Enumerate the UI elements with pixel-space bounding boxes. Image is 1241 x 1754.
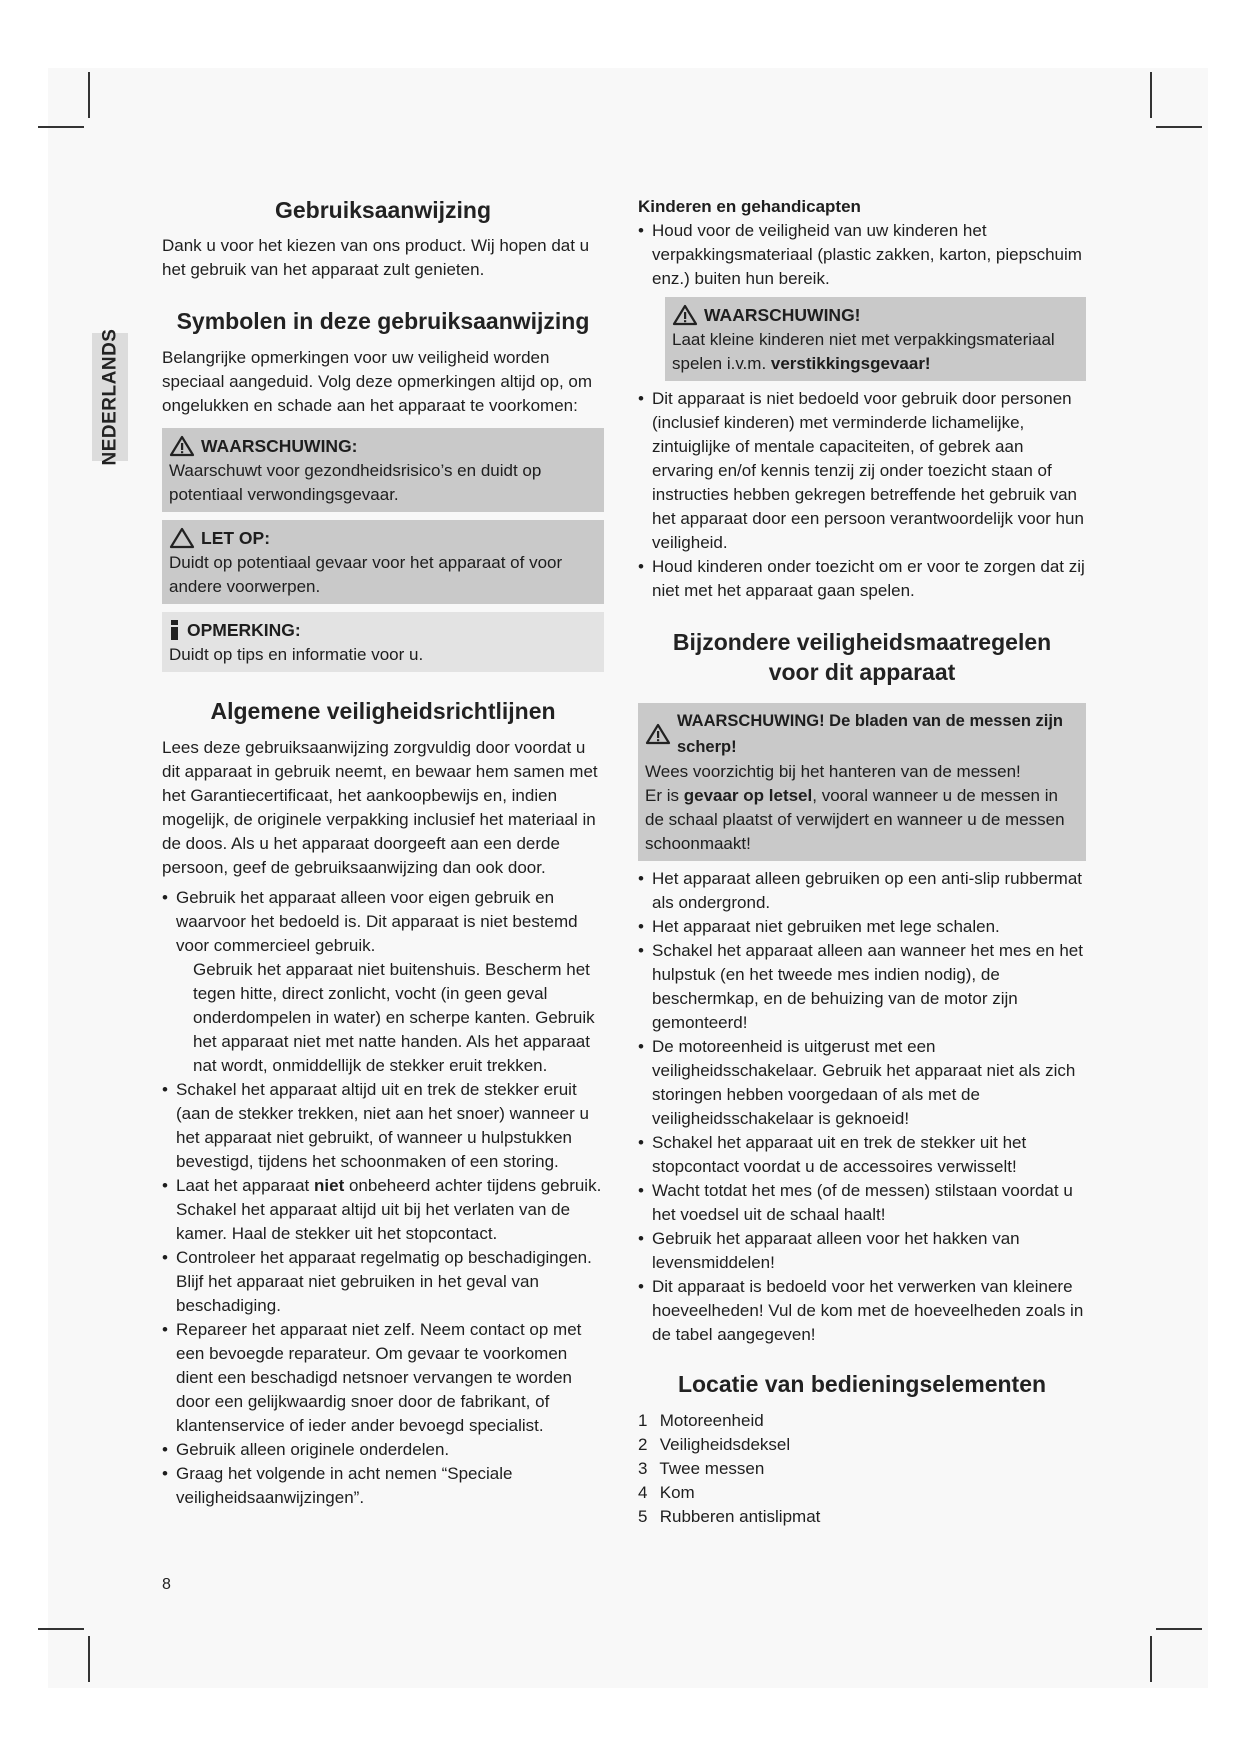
list-item — [638, 1275, 1086, 1347]
part-number: 5 — [638, 1507, 648, 1526]
child-warning-box — [665, 297, 1086, 381]
children-list-2 — [638, 387, 1086, 603]
blade-warning-box — [638, 703, 1086, 861]
location-heading: Locatie van bedieningselementen — [677, 1371, 1047, 1397]
list-item-text: Laat het apparaat — [176, 1176, 315, 1195]
crop-mark — [88, 1636, 90, 1682]
list-item — [638, 939, 1086, 1035]
crop-mark — [1156, 126, 1202, 128]
part-item — [638, 1409, 1086, 1433]
crop-mark — [1156, 1628, 1202, 1630]
list-item-text: Schakel het apparaat alleen aan wanneer het mes en het hulpstuk (en het tweede mes indien nodig), de beschermkap, en de behuizing van de motor zijn gemonteerd! — [652, 941, 1083, 1032]
warning-title: WAARSCHUWING: — [201, 436, 358, 456]
list-item — [638, 867, 1086, 915]
part-label: Twee messen — [659, 1459, 765, 1478]
part-label: Motoreenheid — [659, 1411, 764, 1430]
special-safety-list — [638, 867, 1086, 1347]
crop-mark — [88, 72, 90, 118]
warning-text: Waarschuwt voor gezondheidsrisico’s en duidt op potentiaal verwondingsgevaar. — [169, 461, 542, 504]
list-item — [638, 915, 1086, 939]
list-item-text: Schakel het apparaat altijd uit en trek de stekker eruit (aan de stekker trekken, niet aan het snoer) wanneer u het apparaat niet gebruikt, of wanneer u hulpstukken bevestigd, tijdens het schoonmaken of een storing. — [176, 1080, 589, 1171]
child-warning-emphasis: verstikkingsgevaar! — [770, 354, 931, 373]
caution-text: Duidt op potentiaal gevaar voor het apparaat of voor andere voorwerpen. — [169, 553, 563, 596]
caution-triangle-icon — [169, 527, 195, 549]
general-safety-list — [162, 886, 604, 1510]
list-item — [162, 1246, 604, 1318]
warning-triangle-icon — [169, 435, 195, 457]
list-item-text: Gebruik het apparaat niet buitenshuis. Bescherm het tegen hitte, direct zonlicht, vocht (in geen geval onderdompelen in water) en scherpe kanten. Gebruik het apparaat niet met natte handen. Als het apparaat nat wordt, onmiddellijk de stekker eruit trekken. — [193, 960, 595, 1075]
list-item-text: Graag het volgende in acht nemen “Speciale veiligheidsaanwijzingen”. — [176, 1464, 513, 1507]
part-label: Kom — [659, 1483, 695, 1502]
crop-mark — [38, 126, 84, 128]
list-item-text: Houd kinderen onder toezicht om er voor te zorgen dat zij niet met het apparaat gaan spelen. — [652, 557, 1085, 600]
info-icon — [169, 619, 181, 641]
blade-warning-post: , vooral wanneer u de messen in de schaal plaatst of verwijdert en wanneer u de messen schoonmaakt! — [645, 786, 1065, 853]
list-item — [638, 1035, 1086, 1131]
list-item-text: Dit apparaat is bedoeld voor het verwerken van kleinere hoeveelheden! Vul de kom met de hoeveelheden zoals in de tabel aangegeven! — [652, 1277, 1084, 1344]
list-item — [638, 219, 1086, 291]
blade-warning-line1: Wees voorzichtig bij het hanteren van de messen! — [645, 762, 1021, 781]
general-intro: Lees deze gebruiksaanwijzing zorgvuldig door voordat u dit apparaat in gebruik neemt, en bewaar hem samen met het Garantiecertificaat, het aankoopbewijs en, indien mogelijk, de originele verpakking inclusief het materiaal in de doos. Als u het apparaat doorgeeft aan een derde persoon, geef de gebruiksaanwijzing dan ook door. — [162, 738, 598, 877]
special-safety-heading-line1: Bijzondere veiligheidsmaatregelen — [672, 629, 1052, 655]
note-text: Duidt op tips en informatie voor u. — [169, 645, 424, 664]
list-item-text: Gebruik het apparaat alleen voor eigen gebruik en waarvoor het bedoeld is. Dit apparaat is niet bestemd voor commercieel gebruik. — [176, 888, 578, 955]
list-item — [162, 1438, 604, 1462]
list-item — [162, 1174, 604, 1246]
symbols-heading: Symbolen in deze gebruiksaanwijzing — [176, 308, 590, 334]
caution-title: LET OP: — [201, 528, 271, 548]
list-item — [162, 1462, 604, 1510]
part-label: Veiligheidsdeksel — [659, 1435, 791, 1454]
list-item-text: Wacht totdat het mes (of de messen) stilstaan voordat u het voedsel uit de schaal haalt! — [652, 1181, 1073, 1224]
list-item — [638, 555, 1086, 603]
blade-warning-line2 — [645, 784, 1079, 856]
language-tab-label: NEDERLANDS — [99, 328, 121, 466]
warning-triangle-icon — [645, 723, 671, 745]
part-item — [638, 1481, 1086, 1505]
part-number: 4 — [638, 1483, 648, 1502]
list-item-emphasis: niet — [314, 1176, 345, 1195]
list-item-text: Repareer het apparaat niet zelf. Neem contact op met een bevoegde reparateur. Om gevaar te voorkomen dient een beschadigd netsnoer vervangen te worden door een gelijkwaardig snoer door de fabrikant, of klantenservice of ieder ander bevoegd specialist. — [176, 1320, 582, 1435]
crop-mark — [1150, 72, 1152, 118]
parts-list — [638, 1409, 1086, 1529]
page-number: 8 — [162, 1576, 171, 1593]
list-item-text: De motoreenheid is uitgerust met een veiligheidsschakelaar. Gebruik het apparaat niet als zich storingen hebben voorgedaan of als met de veiligheidsschakelaar is geknoeid! — [652, 1037, 1076, 1128]
intro-paragraph: Dank u voor het kiezen van ons product. Wij hopen dat u het gebruik van het apparaat zult genieten. — [162, 236, 590, 279]
caution-box — [162, 520, 604, 604]
children-list-1 — [638, 219, 1086, 291]
list-item-text: Houd voor de veiligheid van uw kinderen het verpakkingsmateriaal (plastic zakken, karton, piepschuim enz.) buiten hun bereik. — [652, 221, 1082, 288]
blade-warning-pre: Er is — [645, 786, 684, 805]
blade-warning-title: WAARSCHUWING! De bladen van de messen zijn scherp! — [677, 712, 1063, 756]
crop-mark — [1150, 1636, 1152, 1682]
warning-triangle-icon — [672, 304, 698, 326]
list-item — [638, 387, 1086, 555]
list-item — [638, 1227, 1086, 1275]
special-safety-heading-line2: voor dit apparaat — [768, 659, 956, 685]
children-heading: Kinderen en gehandicapten — [638, 197, 861, 216]
child-warning-title: WAARSCHUWING! — [704, 305, 861, 325]
list-item — [162, 1318, 604, 1438]
part-number: 2 — [638, 1435, 648, 1454]
right-column — [638, 195, 1086, 1529]
list-item-text: Schakel het apparaat uit en trek de stekker uit het stopcontact voordat u de accessoires verwisselt! — [652, 1133, 1027, 1176]
list-item — [162, 886, 604, 1078]
part-item — [638, 1433, 1086, 1457]
crop-mark — [38, 1628, 84, 1630]
child-warning-text — [672, 328, 1079, 376]
list-item — [638, 1131, 1086, 1179]
general-safety-heading: Algemene veiligheidsrichtlijnen — [210, 698, 556, 724]
list-item — [162, 1078, 604, 1174]
list-item-text: Controleer het apparaat regelmatig op beschadigingen. Blijf het apparaat niet gebruiken in het geval van beschadiging. — [176, 1248, 592, 1315]
part-item — [638, 1505, 1086, 1529]
part-number: 1 — [638, 1411, 648, 1430]
child-warning-body: Laat kleine kinderen niet met verpakkingsmateriaal spelen i.v.m. — [672, 330, 1055, 373]
list-item-text: Gebruik het apparaat alleen voor het hakken van levensmiddelen! — [652, 1229, 1020, 1272]
note-title: OPMERKING: — [187, 620, 301, 640]
list-item-text: Het apparaat alleen gebruiken op een anti-slip rubbermat als ondergrond. — [652, 869, 1082, 912]
list-item-text: onbeheerd achter tijdens gebruik. Schakel het apparaat altijd uit bij het verlaten van de kamer. Haal de stekker uit het stopcontact. — [176, 1176, 602, 1243]
part-label: Rubberen antislipmat — [659, 1507, 821, 1526]
list-item-text: Het apparaat niet gebruiken met lege schalen. — [652, 917, 1000, 936]
special-safety-heading — [638, 627, 1086, 687]
part-item — [638, 1457, 1086, 1481]
warning-box — [162, 428, 604, 512]
left-column — [162, 195, 604, 1510]
list-item-text: Gebruik alleen originele onderdelen. — [176, 1440, 450, 1459]
page-title: Gebruiksaanwijzing — [275, 197, 491, 223]
language-tab — [92, 328, 128, 466]
blade-warning-emphasis: gevaar op letsel — [683, 786, 813, 805]
part-number: 3 — [638, 1459, 648, 1478]
symbols-intro: Belangrijke opmerkingen voor uw veiligheid worden speciaal aangeduid. Volg deze opmerkingen altijd op, om ongelukken en schade aan het apparaat te voorkomen: — [162, 348, 593, 415]
list-item-text: Dit apparaat is niet bedoeld voor gebruik door personen (inclusief kinderen) met verminderde lichamelijke, zintuiglijke of mentale capaciteiten, of gebrek aan ervaring en/of kennis tenzij zij onder toezicht staan of instructies hebben gekregen betreffende het gebruik van het apparaat door een persoon verantwoordelijk voor hun veiligheid. — [652, 389, 1084, 552]
list-item — [638, 1179, 1086, 1227]
note-box — [162, 612, 604, 672]
